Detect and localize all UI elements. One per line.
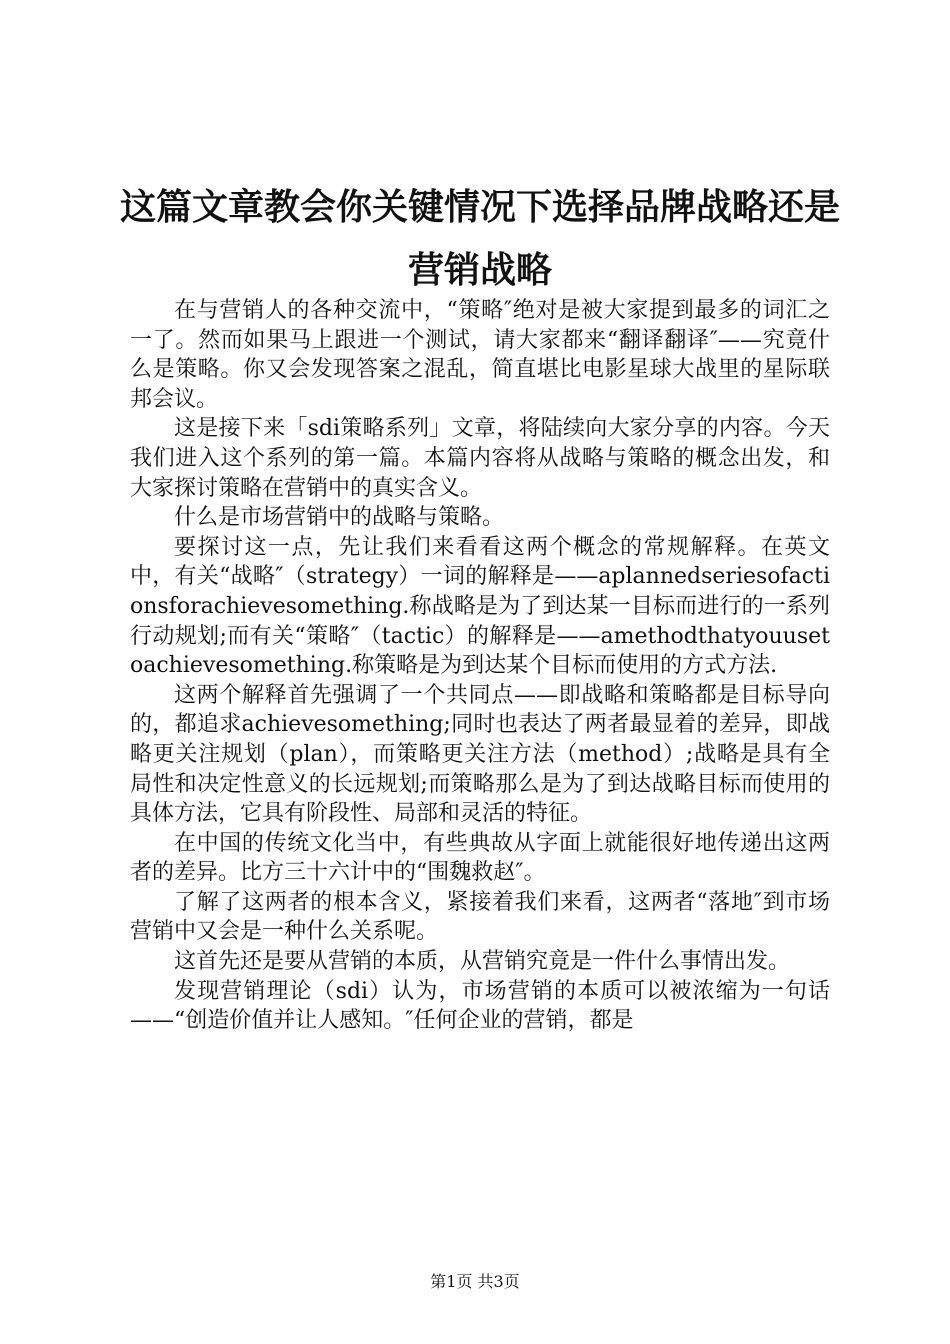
paragraph: 发现营销理论（sdi）认为，市场营销的本质可以被浓缩为一句话——“创造价值并让人感知。″任何企业的营销，都是 [130, 978, 830, 1034]
document-body [130, 296, 830, 1036]
paragraph: 这是接下来「sdi策略系列」文章，将陆续向大家分享的内容。今天我们进入这个系列的第一篇。本篇内容将从战略与策略的概念出发，和大家探讨策略在营销中的真实含义。 [130, 416, 830, 501]
paragraph: 这两个解释首先强调了一个共同点——即战略和策略都是目标导向的，都追求achievesomething;同时也表达了两者最显着的差异，即战略更关注规划（plan），而策略更关注方法（method）;战略是具有全局性和决定性意义的长远规划;而策略那么是为了到达战略目标而使用的具体方法，它具有阶段性、局部和灵活的特征。 [130, 682, 830, 827]
paragraph: 在中国的传统文化当中，有些典故从字面上就能很好地传递出这两者的差异。比方三十六计中的“围魏救赵″。 [130, 830, 830, 886]
page-number-footer: 第1页 共3页 [430, 1272, 520, 1291]
paragraph: 要探讨这一点，先让我们来看看这两个概念的常规解释。在英文中，有关“战略″（strategy）一词的解释是——aplannedseriesofactionsforachievesomething.称战略是为了到达某一目标而进行的一系列行动规划;而有关“策略″（tactic）的解释是——amethodthatyouusetoachievesomething.称策略是为到达某个目标而使用的方式方法. [130, 534, 830, 679]
paragraph: 这首先还是要从营销的本质，从营销究竟是一件什么事情出发。 [174, 949, 791, 975]
paragraph: 了解了这两者的根本含义，紧接着我们来看，这两者“落地″到市场营销中又会是一种什么关系呢。 [130, 889, 830, 945]
paragraph: 什么是市场营销中的战略与策略。 [174, 505, 505, 531]
document-title-line-1: 这篇文章教会你关键情况下选择品牌战略还是 [119, 186, 840, 228]
paragraph: 在与营销人的各种交流中，“策略″绝对是被大家提到最多的词汇之一了。然而如果马上跟进一个测试，请大家都来“翻译翻译″——究竟什么是策略。你又会发现答案之混乱，简直堪比电影星球大战里的星际联邦会议。 [130, 298, 830, 412]
document-title-line-2: 营销战略 [407, 249, 552, 291]
